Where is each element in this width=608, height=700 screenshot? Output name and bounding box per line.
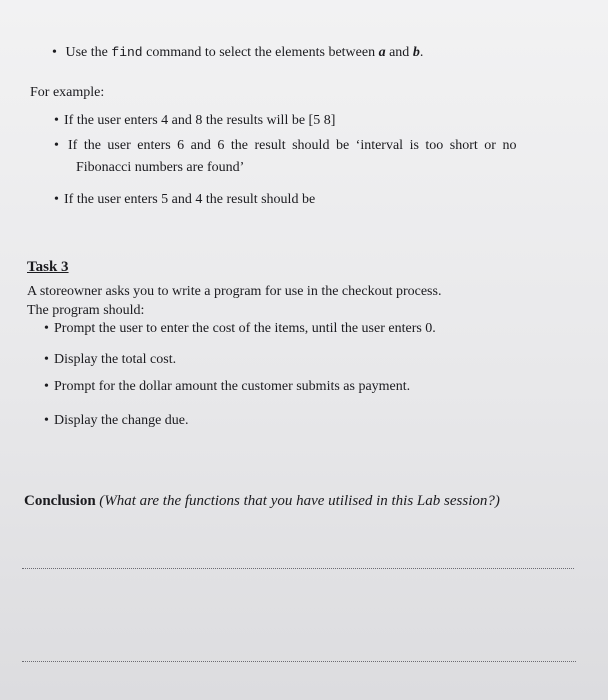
var-a: a (378, 45, 386, 60)
answer-line-2 (22, 661, 576, 662)
var-b: b (412, 45, 420, 60)
bullet-marker: • (44, 352, 49, 367)
example-text: If the user enters 4 and 8 the results will be [5 8] (64, 113, 336, 128)
text: and (385, 45, 413, 60)
conclusion-prompt (24, 492, 500, 511)
conclusion-question: (What are the functions that you have utilised in this Lab session?) (99, 493, 500, 509)
task-3-item-2 (44, 351, 176, 369)
code-find: find (111, 45, 143, 60)
example-text: If the user enters 5 and 4 the result should be (64, 192, 316, 207)
example-item-2 (54, 137, 516, 155)
conclusion-label: Conclusion (24, 493, 96, 509)
task-3-item-4 (44, 412, 189, 430)
task-3-item-3 (44, 378, 410, 396)
bullet-marker: • (44, 379, 49, 394)
bullet-marker: • (44, 321, 49, 336)
task-item-text: Display the total cost. (54, 352, 177, 367)
example-item-2-cont: Fibonacci numbers are found’ (76, 160, 245, 175)
bullet-marker: • (54, 138, 59, 153)
answer-line-1 (22, 568, 574, 569)
text: . (419, 45, 424, 60)
task-3-intro-2: The program should: (27, 303, 145, 318)
task-3-intro: A storeowner asks you to write a program for use in the checkout process. (27, 284, 442, 299)
task-item-text: Display the change due. (54, 413, 189, 428)
example-text: If the user enters 6 and 6 the result should be ‘interval is too short or no (68, 138, 517, 153)
example-item-3 (54, 191, 315, 209)
bullet-marker: • (54, 113, 59, 128)
bullet-marker: • (54, 192, 59, 207)
text: Use the (65, 45, 112, 60)
example-heading: For example: (30, 85, 105, 100)
task-3-title: Task 3 (27, 259, 69, 275)
text: command to select the elements between (142, 45, 379, 60)
example-item-1 (54, 112, 335, 130)
task-item-text: Prompt for the dollar amount the customer submits as payment. (54, 379, 411, 394)
task-3-item-1 (44, 320, 436, 338)
bullet-marker: • (44, 413, 49, 428)
bullet-marker: • (52, 45, 57, 60)
find-command-bullet (52, 44, 423, 62)
task-item-text: Prompt the user to enter the cost of the items, until the user enters 0. (54, 321, 436, 336)
